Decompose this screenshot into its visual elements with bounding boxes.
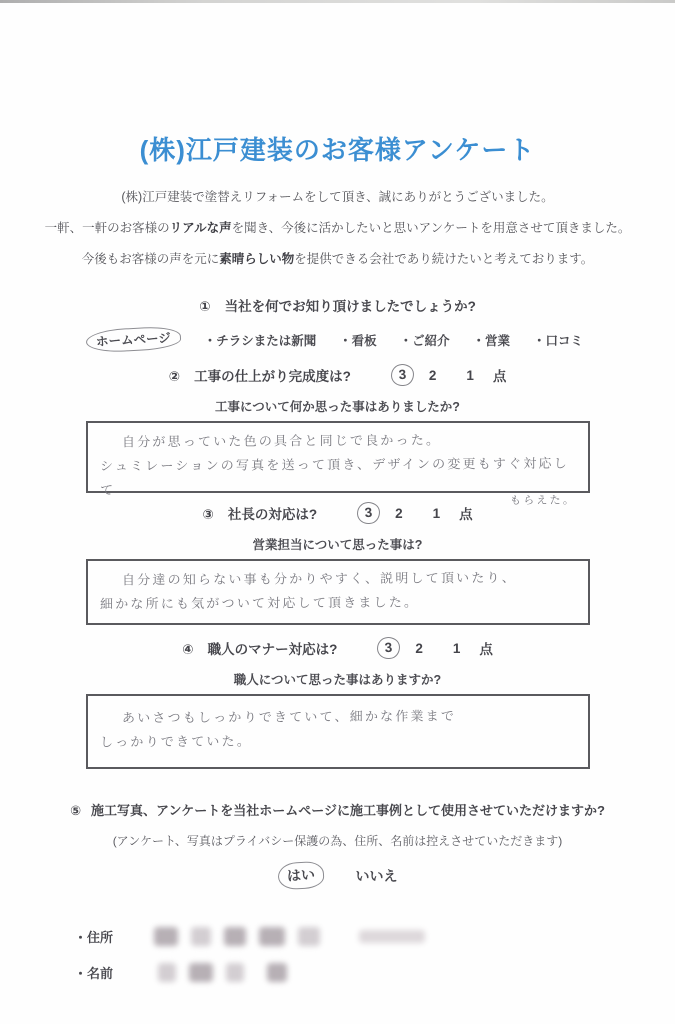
question-4-rating-1: 1 (452, 640, 461, 656)
question-2-row (0, 364, 675, 386)
question-3-rating-1: 1 (432, 505, 441, 521)
question-3-number: ③ (202, 507, 214, 522)
question-4-rating-unit: 点 (479, 642, 493, 657)
question-3-rating-unit: 点 (459, 507, 473, 522)
question-4-prompt: 職人について思った事はありますか? (233, 673, 442, 687)
page-title: (株)江戸建装のお客様アンケート (139, 135, 536, 165)
intro-line-2-post: を聞き、今後に活かしたいと思いアンケートを用意させて頂きました。 (231, 221, 631, 235)
intro-line-2-bold: リアルな声 (169, 221, 232, 235)
intro-line-3-pre: 今後もお客様の声を元に (81, 252, 220, 266)
option-wordofmouth-label: ・口コミ (532, 333, 583, 348)
question-2-prompt: 工事について何か思った事はありましたか? (215, 400, 460, 414)
name-label: ・名前 (74, 965, 114, 981)
question-3-text: 社長の対応は? (227, 507, 318, 522)
intro-line-3 (0, 249, 675, 267)
address-row (74, 923, 675, 949)
handwritten-answer-line: 自分達の知らない事も分かりやすく、説明して頂いたり、 (121, 570, 517, 589)
question-2-answer-box (86, 421, 590, 507)
answer-no-label: いいえ (355, 867, 398, 884)
option-homepage-label: ホームページ (95, 331, 172, 349)
option-signboard-label: ・看板 (339, 333, 377, 348)
address-redacted-blur (154, 927, 425, 946)
question-3-rating-2: 2 (395, 505, 403, 521)
question-4-answer-box (86, 694, 590, 769)
intro-line-2 (0, 218, 675, 236)
question-2-heading (169, 365, 351, 385)
intro-line-3-bold: 素晴らしい物 (219, 252, 295, 266)
question-4-row (0, 637, 675, 659)
question-4-rating-3: 3 (384, 639, 394, 656)
privacy-note: (アンケート、写真はプライバシー保護の為、住所、名前は控えさせていただきます) (112, 834, 563, 848)
question-3-prompt: 営業担当について思った事は? (252, 538, 423, 552)
answer-yes-label: はい (286, 866, 315, 884)
handwritten-answer-line: 細かな所にも気がついて対応して頂きました。 (99, 595, 419, 613)
intro-line-3-post: を提供できる会社であり続けたいと考えております。 (294, 252, 594, 266)
question-1-number: ① (199, 299, 211, 314)
question-5-number: ⑤ (70, 803, 82, 818)
handwritten-answer-line: あいさつもしっかりできていて、細かな作業まで (121, 709, 456, 727)
option-referral-label: ・ご紹介 (399, 333, 450, 348)
option-sales-label: ・営業 (472, 333, 511, 348)
name-redacted-blur (158, 963, 287, 982)
question-2-rating-unit: 点 (492, 369, 507, 384)
option-homepage-circled (85, 326, 181, 354)
question-4-rating-2: 2 (415, 640, 423, 656)
question-2-rating-1: 1 (466, 367, 474, 383)
question-4-heading (182, 638, 337, 658)
question-4-rating-selected-circle (377, 636, 401, 660)
option-flyer-label: ・チラシまたは新聞 (203, 333, 317, 348)
intro-text (0, 187, 675, 267)
question-1-text: 当社を何でお知り頂けましたでしょうか? (224, 299, 476, 314)
answer-yes-circled (277, 861, 324, 890)
question-5-heading (0, 800, 675, 819)
question-3-rating-selected-circle (356, 501, 380, 525)
question-1-options (0, 328, 675, 351)
address-label: ・住所 (74, 929, 114, 945)
question-2-rating-2: 2 (428, 367, 437, 383)
name-row (74, 959, 675, 985)
photo-top-edge (0, 0, 675, 3)
question-3-rating-3: 3 (364, 504, 373, 521)
question-2-number: ② (168, 369, 181, 384)
yes-no-row (0, 862, 675, 889)
question-2-text: 工事の仕上がり完成度は? (194, 369, 351, 384)
survey-sheet (0, 130, 675, 1024)
intro-line-2-pre: 一軒、一軒のお客様の (44, 221, 170, 235)
handwritten-answer-line: しっかりできていた。 (99, 734, 252, 751)
intro-line-1-text: (株)江戸建装で塗替えリフォームをして頂き、誠にありがとうございました。 (121, 190, 554, 204)
question-4-number: ④ (182, 642, 194, 657)
footer (0, 923, 675, 985)
question-1-heading (0, 295, 675, 315)
handwritten-answer-line: シュミレーションの写真を送って頂き、デザインの変更もすぐ対応して (99, 456, 569, 499)
handwritten-answer-line: 自分が思っていた色の具合と同じで良かった。 (121, 433, 441, 451)
question-2-rating-selected-circle (390, 363, 414, 387)
question-3-answer-box (86, 559, 590, 625)
question-2-rating-3: 3 (398, 366, 407, 383)
handwritten-answer-line: もらえた。 (509, 493, 576, 507)
question-4-text: 職人のマナー対応は? (207, 642, 338, 657)
question-5-text: 施工写真、アンケートを当社ホームページに施工事例として使用させていただけますか? (91, 803, 605, 818)
intro-line-1 (0, 187, 675, 205)
